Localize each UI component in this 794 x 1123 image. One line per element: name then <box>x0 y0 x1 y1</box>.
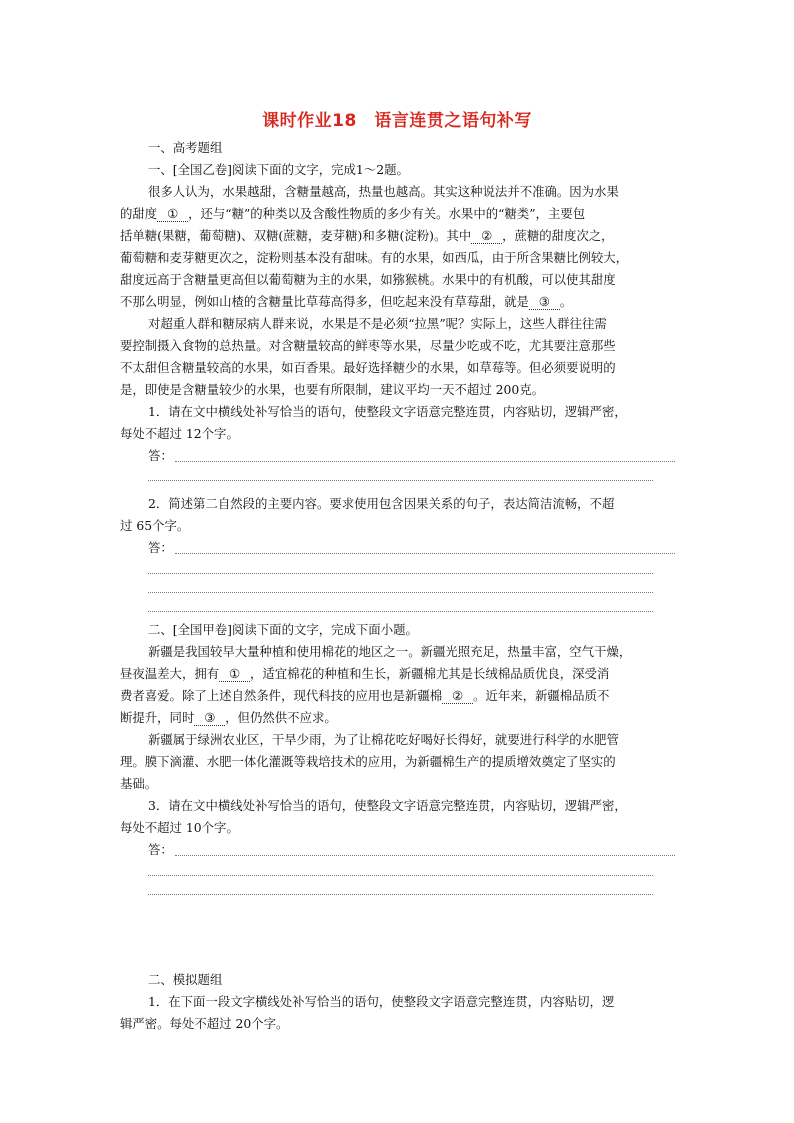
passage-line: 葡萄糖和麦芽糖更次之，淀粉则基本没有甜味。有的水果，如西瓜，由于所含果糖比例较大， <box>120 250 629 265</box>
fill-blank-2[interactable]: ② <box>442 688 473 704</box>
passage-line: 要控制摄入食物的总热量。对含糖量较高的鲜枣等水果，尽量少吃或不吃，尤其要注意那些 <box>120 338 616 353</box>
answer-line[interactable] <box>148 573 653 574</box>
section-heading-exam: 一、高考题组 <box>148 140 223 155</box>
answer-line[interactable] <box>148 611 653 612</box>
page-title: 课时作业18 语言连贯之语句补写 <box>262 111 532 131</box>
passage-line: 的甜度 ① ，还与“糖”的种类以及含酸性物质的多少有关。水果中的“糖类”，主要包 <box>120 206 586 221</box>
answer-line[interactable] <box>148 480 653 481</box>
passage-line: 新疆是我国较早大量种植和使用棉花的地区之一。新疆光照充足，热量丰富，空气干燥， <box>148 644 632 659</box>
answer-line[interactable] <box>148 592 653 593</box>
passage-line: 昼夜温差大，拥有 ① ，适宜棉花的种植和生长，新疆棉尤其是长绒棉品质优良，深受消 <box>120 666 610 681</box>
answer-line[interactable] <box>148 875 653 876</box>
answer-label: 答： <box>148 448 173 463</box>
passage-line: 基础。 <box>120 776 158 791</box>
passage-line: 括单糖(果糖，葡萄糖)、双糖(蔗糖，麦芽糖)和多糖(淀粉)。其中 ② ，蔗糖的甜度次之， <box>120 228 614 243</box>
answer-line[interactable] <box>175 461 675 462</box>
mock-question-1: 1．在下面一段文字横线处补写恰当的语句，使整段文字语意完整连贯，内容贴切，逻 <box>148 994 615 1009</box>
passage-line: 断提升，同时 ③ ，但仍然供不应求。 <box>120 710 337 725</box>
fill-blank-1[interactable]: ① <box>219 666 250 682</box>
fill-blank-3[interactable]: ③ <box>194 710 225 726</box>
passage-line: 新疆属于绿洲农业区，干旱少雨，为了让棉花吃好喝好长得好，就要进行科学的水肥管 <box>148 732 619 747</box>
question-3-cont: 每处不超过 10个字。 <box>120 820 239 835</box>
question-1-cont: 每处不超过 12个字。 <box>120 426 239 441</box>
answer-label: 答： <box>148 842 173 857</box>
fill-blank-2[interactable]: ② <box>471 228 502 244</box>
answer-line[interactable] <box>175 553 675 554</box>
question-3: 3．请在文中横线处补写恰当的语句，使整段文字语意完整连贯，内容贴切，逻辑严密， <box>148 798 627 813</box>
question-1: 1．请在文中横线处补写恰当的语句，使整段文字语意完整连贯，内容贴切，逻辑严密， <box>148 404 627 419</box>
passage-line: 费者喜爱。除了上述自然条件，现代科技的应用也是新疆棉 ② 。近年来，新疆棉品质不 <box>120 688 610 703</box>
passage-line: 很多人认为，水果越甜，含糖量越高，热量也越高。其实这种说法并不准确。因为水果 <box>148 184 619 199</box>
question-2-cont: 过 65个字。 <box>120 518 190 533</box>
passage-line: 不那么明显，例如山楂的含糖量比草莓高得多，但吃起来没有草莓甜，就是 ③ 。 <box>120 294 573 309</box>
passage-line: 对超重人群和糖尿病人群来说，水果是不是必须“拉黑”呢？实际上，这些人群往往需 <box>148 316 607 331</box>
section-heading-simulation: 二、模拟题组 <box>148 972 223 987</box>
passage-line: 是，即使是含糖量较少的水果，也要有所限制，建议平均一天不超过 200克。 <box>120 382 545 397</box>
question-group-heading: 一、[全国乙卷]阅读下面的文字，完成1～2题。 <box>148 162 409 177</box>
passage-line: 理。膜下滴灌、水肥一体化灌溉等栽培技术的应用，为新疆棉生产的提质增效奠定了坚实的 <box>120 754 616 769</box>
question-2: 2．简述第二自然段的主要内容。要求使用包含因果关系的句子，表达简洁流畅，不超 <box>148 496 615 511</box>
fill-blank-1[interactable]: ① <box>157 206 188 222</box>
passage-line: 甜度远高于含糖量更高但以葡萄糖为主的水果，如猕猴桃。水果中的有机酸，可以使其甜度 <box>120 272 616 287</box>
answer-line[interactable] <box>175 855 675 856</box>
answer-line[interactable] <box>148 894 653 895</box>
answer-label: 答： <box>148 540 173 555</box>
passage-line: 不太甜但含糖量较高的水果，如百香果。最好选择糖少的水果，如草莓等。但必须要说明的 <box>120 360 616 375</box>
fill-blank-3[interactable]: ③ <box>529 294 560 310</box>
mock-question-1-cont: 辑严密。每处不超过 20个字。 <box>120 1016 289 1031</box>
question-group-heading: 二、[全国甲卷]阅读下面的文字，完成下面小题。 <box>148 622 418 637</box>
